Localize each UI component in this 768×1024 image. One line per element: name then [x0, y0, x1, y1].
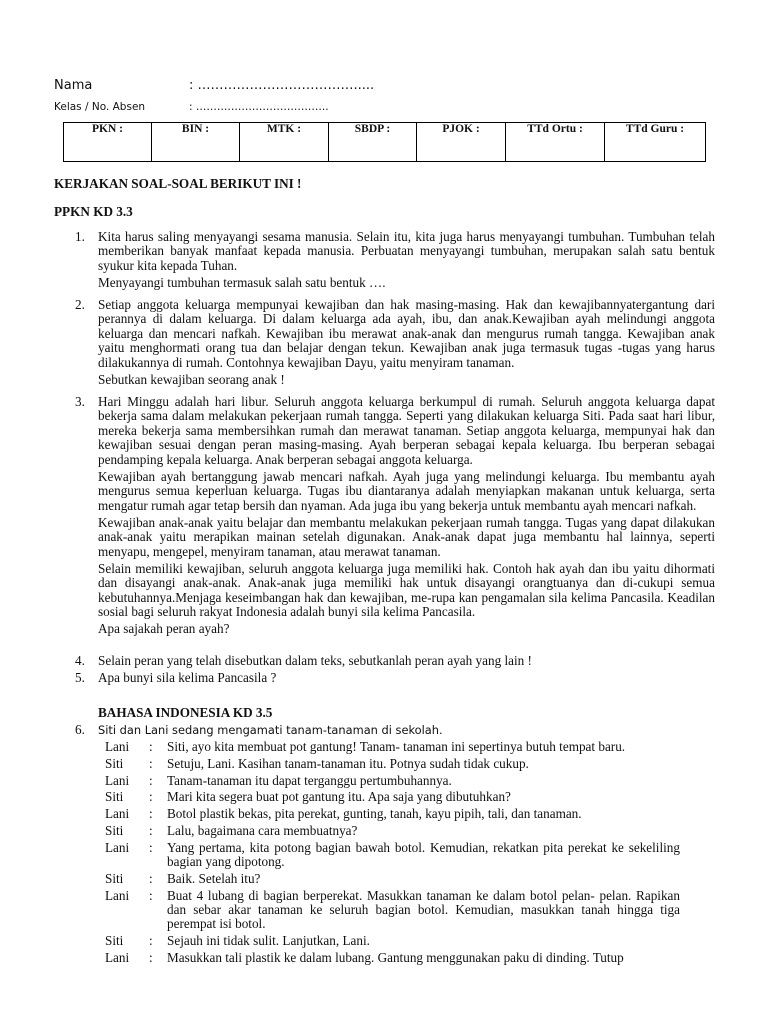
dialog-line [105, 841, 680, 869]
section-heading-bahasa-indonesia: BAHASA INDONESIA KD 3.5 [98, 705, 273, 720]
dialog-colon: : [149, 789, 153, 805]
dialog-text: Lalu, bagaimana cara membuatnya? [167, 822, 358, 838]
dialog-list [105, 740, 680, 967]
question-3 [75, 395, 715, 637]
dialog-colon: : [149, 932, 153, 948]
dialog-speaker: Siti [105, 822, 124, 838]
dialog-speaker: Lani [105, 887, 130, 903]
dialog-line [105, 790, 680, 804]
question-number: 3. [75, 394, 85, 409]
dialog-colon: : [149, 822, 153, 838]
dialog-colon: : [149, 870, 153, 886]
dialog-line [105, 807, 680, 821]
question-text: Selain memiliki kewajiban, seluruh anggota keluarga juga memiliki hak. Contoh hak ayah dan ibu yaitu dihormati dan disayangi anak-anak. Anak-anak juga memiliki hak untuk disayangi orangtuanya dan di-cukupi semua kebutuhannya.Menjaga keseimbangan hak dan kewajiban, me-rupa kan pengamalan sila kelima Pancasila. Keadilan sosial bagi seluruh rakyat Indonesia adalah bunyi sila kelima Pancasila. [98, 560, 715, 620]
question-number: 5. [75, 670, 85, 685]
question-5 [75, 671, 715, 685]
dialog-line [105, 872, 680, 886]
dialog-colon: : [149, 806, 153, 822]
dialog-line [105, 824, 680, 838]
dialog-speaker: Siti [105, 789, 124, 805]
dialog-speaker: Lani [105, 949, 130, 965]
dialog-text: Sejauh ini tidak sulit. Lanjutkan, Lani. [167, 932, 370, 948]
dialog-colon: : [149, 839, 153, 855]
dialog-text: Siti, ayo kita membuat pot gantung! Tanam- tanaman ini sepertinya butuh tempat baru. [167, 739, 626, 754]
dialog-text: Buat 4 lubang di bagian berperekat. Masukkan tanaman ke dalam botol pelan- pelan. Rapikan dan sebar akar tanaman ke seluruh bagian botol. Kemudian, masukkan tanah hingga tiga perempat isi botol. [167, 887, 680, 931]
question-4 [75, 654, 715, 668]
dialog-speaker: Lani [105, 739, 130, 754]
dialog-text: Mari kita segera buat pot gantung itu. Apa saja yang dibutuhkan? [167, 789, 511, 805]
question-prompt: Menyayangi tumbuhan termasuk salah satu bentuk …. [98, 275, 386, 291]
question-number: 6. [75, 722, 85, 737]
question-number: 4. [75, 653, 85, 668]
question-number: 2. [75, 297, 85, 312]
score-cell-pjok: PJOK : [417, 123, 506, 162]
question-text: Kewajiban ayah bertanggung jawab mencari nafkah. Ayah juga yang melindungi keluarga. Ibu membantu ayah mengurus semua keperluan keluarga. Tugas ibu diantaranya adalah menyiapkan makanan untuk keluarga, serta mengatur rumah agar tetap bersih dan nyaman. Ada juga ibu yang bekerja untuk membantu ayah mencari nafkah. [98, 468, 715, 513]
score-cell-pkn: PKN : [64, 123, 152, 162]
question-number: 1. [75, 229, 85, 244]
question-intro: Siti dan Lani sedang mengamati tanam-tanaman di sekolah. [98, 723, 443, 737]
section-heading-ppkn: PPKN KD 3.3 [54, 204, 133, 219]
kelas-value: : ……………………………….. [189, 101, 329, 113]
question-prompt: Selain peran yang telah disebutkan dalam teks, sebutkanlah peran ayah yang lain ! [98, 653, 532, 668]
score-cell-bin: BIN : [152, 123, 240, 162]
dialog-line [105, 889, 680, 932]
dialog-speaker: Siti [105, 755, 124, 771]
dialog-text: Tanam-tanaman itu dapat terganggu pertumbuhannya. [167, 772, 452, 788]
instruction-heading: KERJAKAN SOAL-SOAL BERIKUT INI ! [54, 176, 302, 191]
question-2 [75, 298, 715, 387]
question-6 [75, 722, 715, 738]
score-cell-mtk: MTK : [240, 123, 329, 162]
question-1 [75, 230, 715, 290]
score-cell-sbdp: SBDP : [329, 123, 417, 162]
nama-field [54, 78, 454, 96]
dialog-line [105, 774, 680, 788]
question-text: Kita harus saling menyayangi sesama manusia. Selain itu, kita juga harus menyayangi tumbuhan. Tumbuhan telah memberikan banyak manfaat kepada manusia. Perbuatan menyayangi tumbuhan, merupakan salah satu bentuk syukur kita kepada Tuhan. [98, 229, 715, 273]
score-cell-ttd-guru: TTd Guru : [605, 123, 706, 162]
question-text: Hari Minggu adalah hari libur. Seluruh anggota keluarga berkumpul di rumah. Seluruh anggota keluarga dapat bekerja sama dalam melakukan pekerjaan rumah tangga. Seperti yang dilakukan keluarga Siti. Pada saat hari libur, mereka bekerja sama membersihkan rumah dan merawat tanaman. Setiap anggota keluarga, mempunyai hak dan kewajiban sesuai dengan peran masing-masing. Ayah berperan sebagai kepala keluarga. Ibu berperan sebagai pendamping kepala keluarga. Anak berperan sebagai anggota keluarga. [98, 394, 715, 467]
dialog-speaker: Lani [105, 772, 130, 788]
dialog-colon: : [149, 887, 153, 903]
dialog-colon: : [149, 755, 153, 771]
dialog-colon: : [149, 772, 153, 788]
dialog-speaker: Lani [105, 839, 130, 855]
dialog-colon: : [149, 739, 153, 754]
question-text: Kewajiban anak-anak yaitu belajar dan membantu melakukan pekerjaan rumah tangga. Tugas yang dapat dilakukan anak-anak yaitu merapikan mainan setelah digunakan. Anak-anak dapat juga membantu hal lainnya, seperti menyapu, mengepel, menyiram tanaman, atau merawat tanaman. [98, 514, 715, 559]
dialog-colon: : [149, 949, 153, 965]
question-prompt: Sebutkan kewajiban seorang anak ! [98, 371, 285, 387]
dialog-text: Baik. Setelah itu? [167, 870, 261, 886]
dialog-line [105, 934, 680, 948]
dialog-speaker: Lani [105, 806, 130, 822]
dialog-line [105, 740, 680, 754]
kelas-field [54, 101, 454, 115]
dialog-text: Botol plastik bekas, pita perekat, gunting, tanah, kayu pipih, tali, dan tanaman. [167, 806, 582, 822]
question-text: Setiap anggota keluarga mempunyai kewajiban dan hak masing-masing. Hak dan kewajibannyatergantung dari perannya di dalam keluarga. Di dalam keluarga ada ayah, ibu, dan anak.Kewajiban ayah melindungi anggota keluarga dan mencari nafkah. Kewajiban ibu merawat anak-anak dan mengurus rumah tangga. Kewajiban anak yaitu menghormati orang tua dan belajar dengan tekun. Kewajiban anak juga termasuk tugas -tugas yang harus dilakukannya di rumah. Contohnya kewajiban Dayu, yaitu menyiram tanaman. [98, 297, 715, 370]
dialog-line [105, 951, 680, 965]
dialog-speaker: Siti [105, 870, 124, 886]
question-prompt: Apa sajakah peran ayah? [98, 621, 230, 637]
question-prompt: Apa bunyi sila kelima Pancasila ? [98, 670, 277, 685]
nama-value: : ………………………………..... [189, 78, 375, 93]
dialog-text: Setuju, Lani. Kasihan tanam-tanaman itu. Potnya sudah tidak cukup. [167, 755, 529, 771]
nama-label: Nama [54, 78, 93, 93]
dialog-text: Yang pertama, kita potong bagian bawah botol. Kemudian, rekatkan pita perekat ke sekeliling bagian yang dipotong. [167, 839, 680, 869]
dialog-text: Masukkan tali plastik ke dalam lubang. Gantung menggunakan paku di dinding. Tutup [167, 949, 624, 965]
score-table [63, 122, 706, 162]
dialog-speaker: Siti [105, 932, 124, 948]
kelas-label: Kelas / No. Absen [54, 101, 146, 113]
score-cell-ttd-ortu: TTd Ortu : [506, 123, 605, 162]
dialog-line [105, 757, 680, 771]
